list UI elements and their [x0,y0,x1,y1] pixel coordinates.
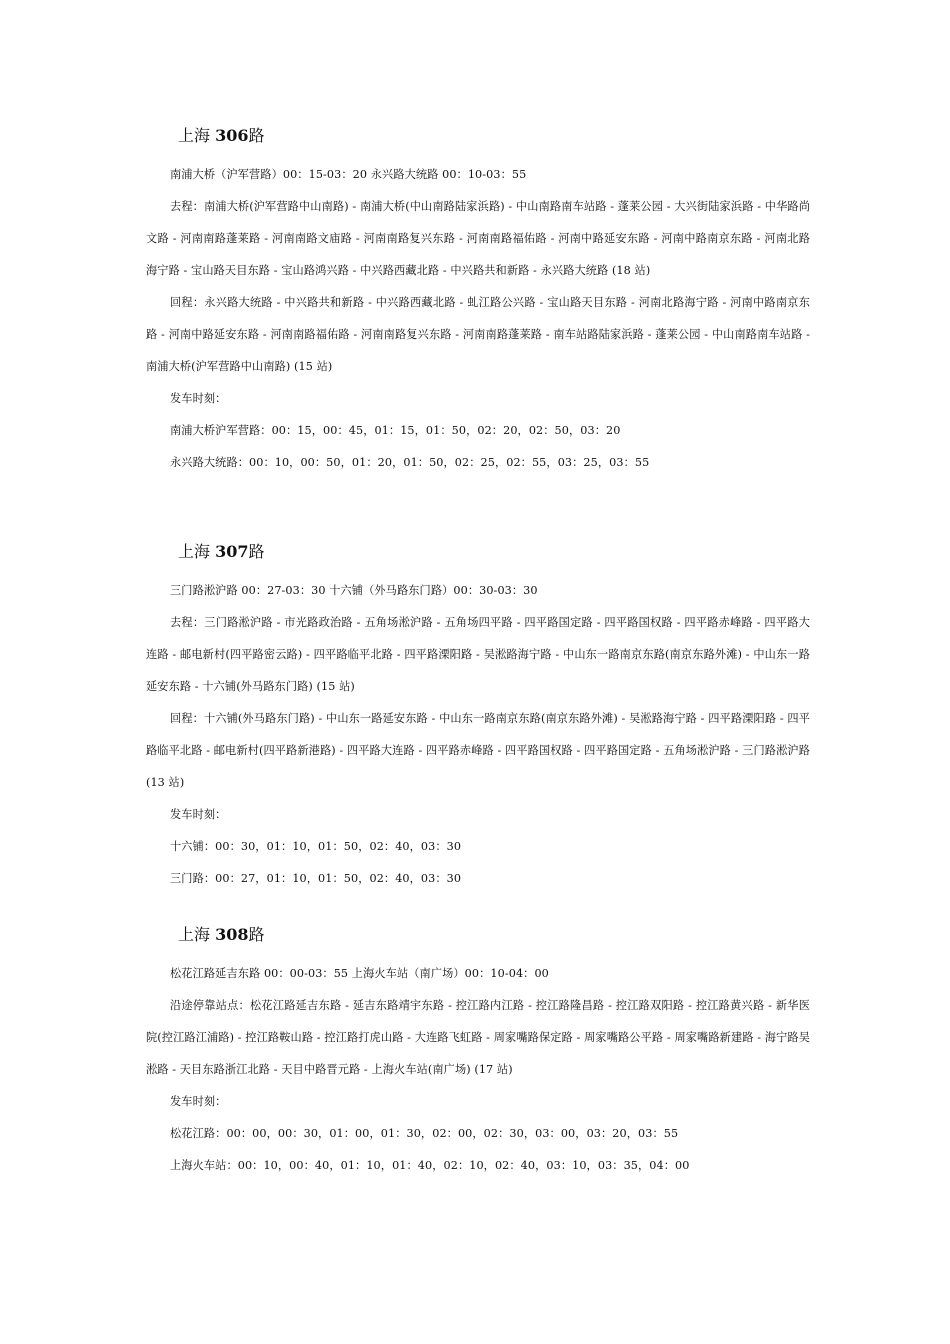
route-307-schedule-b: 三门路：00：27，01：10，01：50，02：40，03：30 [170,872,462,885]
route-306-schedule-b: 永兴路大统路：00：10，00：50，01：20，01：50，02：25，02：55，03：25，03：55 [170,456,650,469]
route-title-number: 308 [215,925,249,944]
route-306-return-stops: 回程：永兴路大统路 - 中兴路共和新路 - 中兴路西藏北路 - 虬江路公兴路 - 宝山路天目东路 - 河南北路海宁路 - 河南中路南京东路 - 河南中路延安东路 - 河南南路福佑路 - 河南南路复兴东路 - 河南南路蓬莱路 - 南车站路陆家浜路 - 蓬莱公园 - 中山南路南车站路 - 南浦大桥(沪军营路中山南路) (15 站) [146,296,810,373]
route-title-suffix: 路 [248,126,265,145]
route-306-schedule-label: 发车时刻： [170,392,227,405]
route-306-title [178,122,810,150]
route-306-section [146,122,810,479]
route-title-suffix: 路 [248,925,265,944]
route-307-title [178,538,810,566]
route-308-hours: 松花江路延吉东路 00：00-03：55 上海火车站（南广场）00：10-04：00 [170,967,549,980]
route-306-outbound-stops: 去程：南浦大桥(沪军营路中山南路) - 南浦大桥(中山南路陆家浜路) - 中山南路南车站路 - 蓬莱公园 - 大兴街陆家浜路 - 中华路尚文路 - 河南南路蓬莱路 - 河南南路文庙路 - 河南南路复兴东路 - 河南南路福佑路 - 河南中路延安东路 - 河南中路南京东路 - 河南北路海宁路 - 宝山路天目东路 - 宝山路鸿兴路 - 中兴路西藏北路 - 中兴路共和新路 - 永兴路大统路 (18 站) [146,200,810,277]
route-307-return-stops: 回程：十六铺(外马路东门路) - 中山东一路延安东路 - 中山东一路南京东路(南京东路外滩) - 吴淞路海宁路 - 四平路溧阳路 - 四平路临平北路 - 邮电新村(四平路新港路) - 四平路大连路 - 四平路赤峰路 - 四平路国权路 - 四平路国定路 - 五角场淞沪路 - 三门路淞沪路 (13 站) [146,712,810,789]
route-308-schedule-b: 上海火车站：00：10，00：40，01：10，01：40，02：10，02：40，03：10，03：35，04：00 [170,1159,690,1172]
route-308-schedule-label: 发车时刻： [170,1095,227,1108]
route-307-outbound-stops: 去程：三门路淞沪路 - 市光路政治路 - 五角场淞沪路 - 五角场四平路 - 四平路国定路 - 四平路国权路 - 四平路赤峰路 - 四平路大连路 - 邮电新村(四平路密云路) - 四平路临平北路 - 四平路溧阳路 - 吴淞路海宁路 - 中山东一路南京东路(南京东路外滩) - 中山东一路延安东路 - 十六铺(外马路东门路) (15 站) [146,616,810,693]
route-307-schedule-a: 十六铺：00：30，01：10，01：50，02：40，03：30 [170,840,462,853]
route-title-prefix: 上海 [178,126,211,145]
route-307-hours: 三门路淞沪路 00：27-03：30 十六铺（外马路东门路）00：30-03：30 [170,584,538,597]
route-306-hours: 南浦大桥（沪军营路）00：15-03：20 永兴路大统路 00：10-03：55 [170,168,527,181]
route-title-number: 307 [215,542,249,561]
route-title-prefix: 上海 [178,542,211,561]
route-308-schedule-a: 松花江路：00：00，00：30，01：00，01：30，02：00，02：30，03：00，03：20，03：55 [170,1127,679,1140]
route-307-schedule-label: 发车时刻： [170,808,227,821]
route-308-stops: 沿途停靠站点：松花江路延吉东路 - 延吉东路靖宇东路 - 控江路内江路 - 控江路隆昌路 - 控江路双阳路 - 控江路黄兴路 - 新华医院(控江路江浦路) - 控江路鞍山路 - 控江路打虎山路 - 大连路飞虹路 - 周家嘴路保定路 - 周家嘴路公平路 - 周家嘴路新建路 - 海宁路吴淞路 - 天目东路浙江北路 - 天目中路晋元路 - 上海火车站(南广场) (17 站) [146,999,810,1076]
route-308-title [178,921,810,949]
route-306-schedule-a: 南浦大桥沪军营路：00：15，00：45，01：15，01：50，02：20，02：50，03：20 [170,424,621,437]
route-307-section [146,538,810,895]
route-title-prefix: 上海 [178,925,211,944]
route-title-suffix: 路 [248,542,265,561]
route-title-number: 306 [215,126,249,145]
route-308-section [146,921,810,1182]
